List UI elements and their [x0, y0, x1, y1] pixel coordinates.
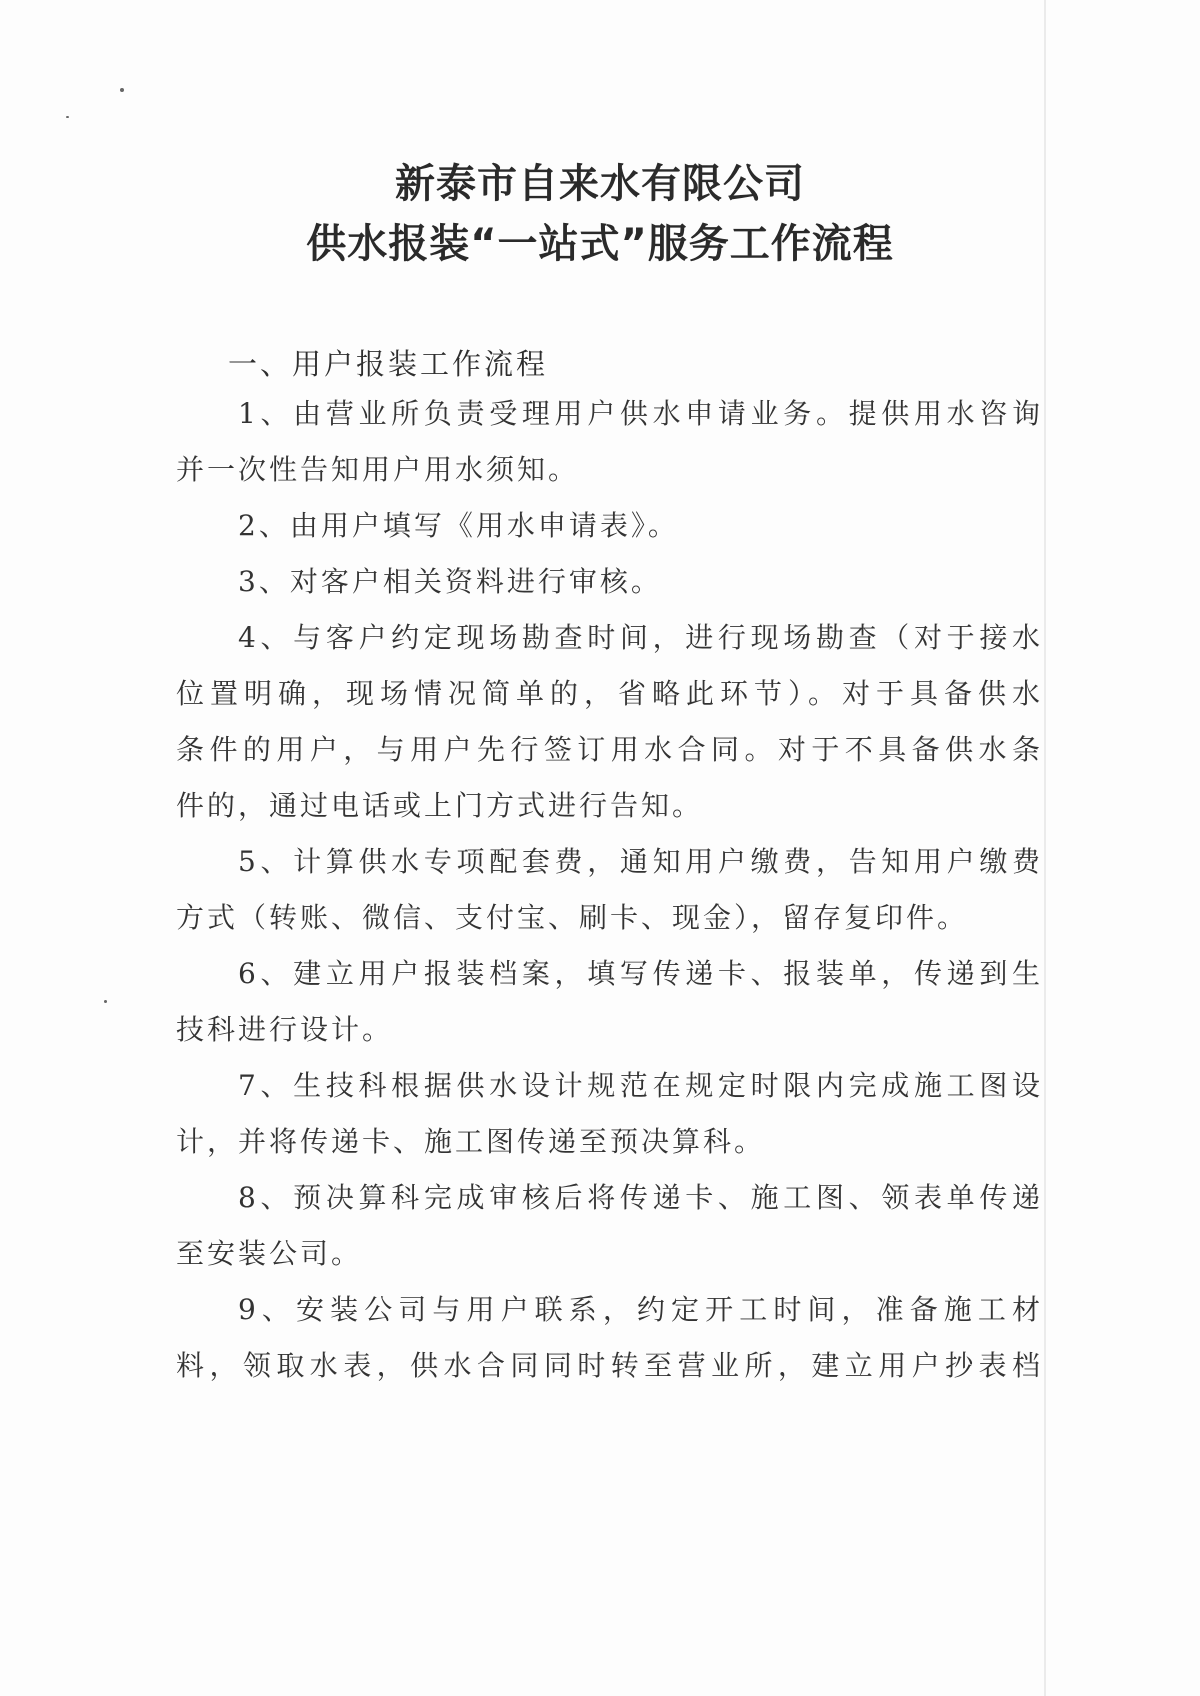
text-line: 4、与客户约定现场勘查时间，进行现场勘查（对于接水 — [238, 621, 1040, 654]
text-line: 9、安装公司与用户联系，约定开工时间，准备施工材 — [238, 1293, 1040, 1326]
document-body — [176, 394, 1040, 1514]
text-line: 技科进行设计。 — [176, 1013, 394, 1046]
scan-speck — [104, 1000, 107, 1003]
text-line: 7、生技科根据供水设计规范在规定时限内完成施工图设 — [238, 1069, 1040, 1102]
text-line: 件的，通过电话或上门方式进行告知。 — [176, 789, 704, 822]
text-line: 6、建立用户报装档案，填写传递卡、报装单，传递到生 — [238, 957, 1040, 990]
section-heading: 一、用户报装工作流程 — [228, 347, 549, 381]
text-line: 位置明确，现场情况简单的，省略此环节）。对于具备供水 — [176, 677, 1040, 710]
text-line: 并一次性告知用户用水须知。 — [176, 453, 580, 486]
text-line: 2、由用户填写《用水申请表》。 — [238, 509, 679, 542]
text-line: 条件的用户，与用户先行签订用水合同。对于不具备供水条 — [176, 733, 1040, 766]
text-line: 1、由营业所负责受理用户供水申请业务。提供用水咨询 — [238, 397, 1040, 430]
text-line: 5、计算供水专项配套费，通知用户缴费，告知用户缴费 — [238, 845, 1040, 878]
text-line: 计，并将传递卡、施工图传递至预决算科。 — [176, 1125, 766, 1158]
scan-speck — [66, 116, 69, 118]
text-line: 至安装公司。 — [176, 1237, 363, 1270]
document-title-line-2: 供水报装“一站式”服务工作流程 — [306, 221, 894, 267]
scan-speck — [120, 88, 124, 92]
text-line: 3、对客户相关资料进行审核。 — [238, 565, 662, 598]
document-title-line-1: 新泰市自来水有限公司 — [395, 161, 805, 207]
text-line: 8、预决算科完成审核后将传递卡、施工图、领表单传递 — [238, 1181, 1040, 1214]
text-line: 方式（转账、微信、支付宝、刷卡、现金），留存复印件。 — [176, 901, 969, 934]
text-line: 料，领取水表，供水合同同时转至营业所，建立用户抄表档 — [176, 1349, 1040, 1382]
